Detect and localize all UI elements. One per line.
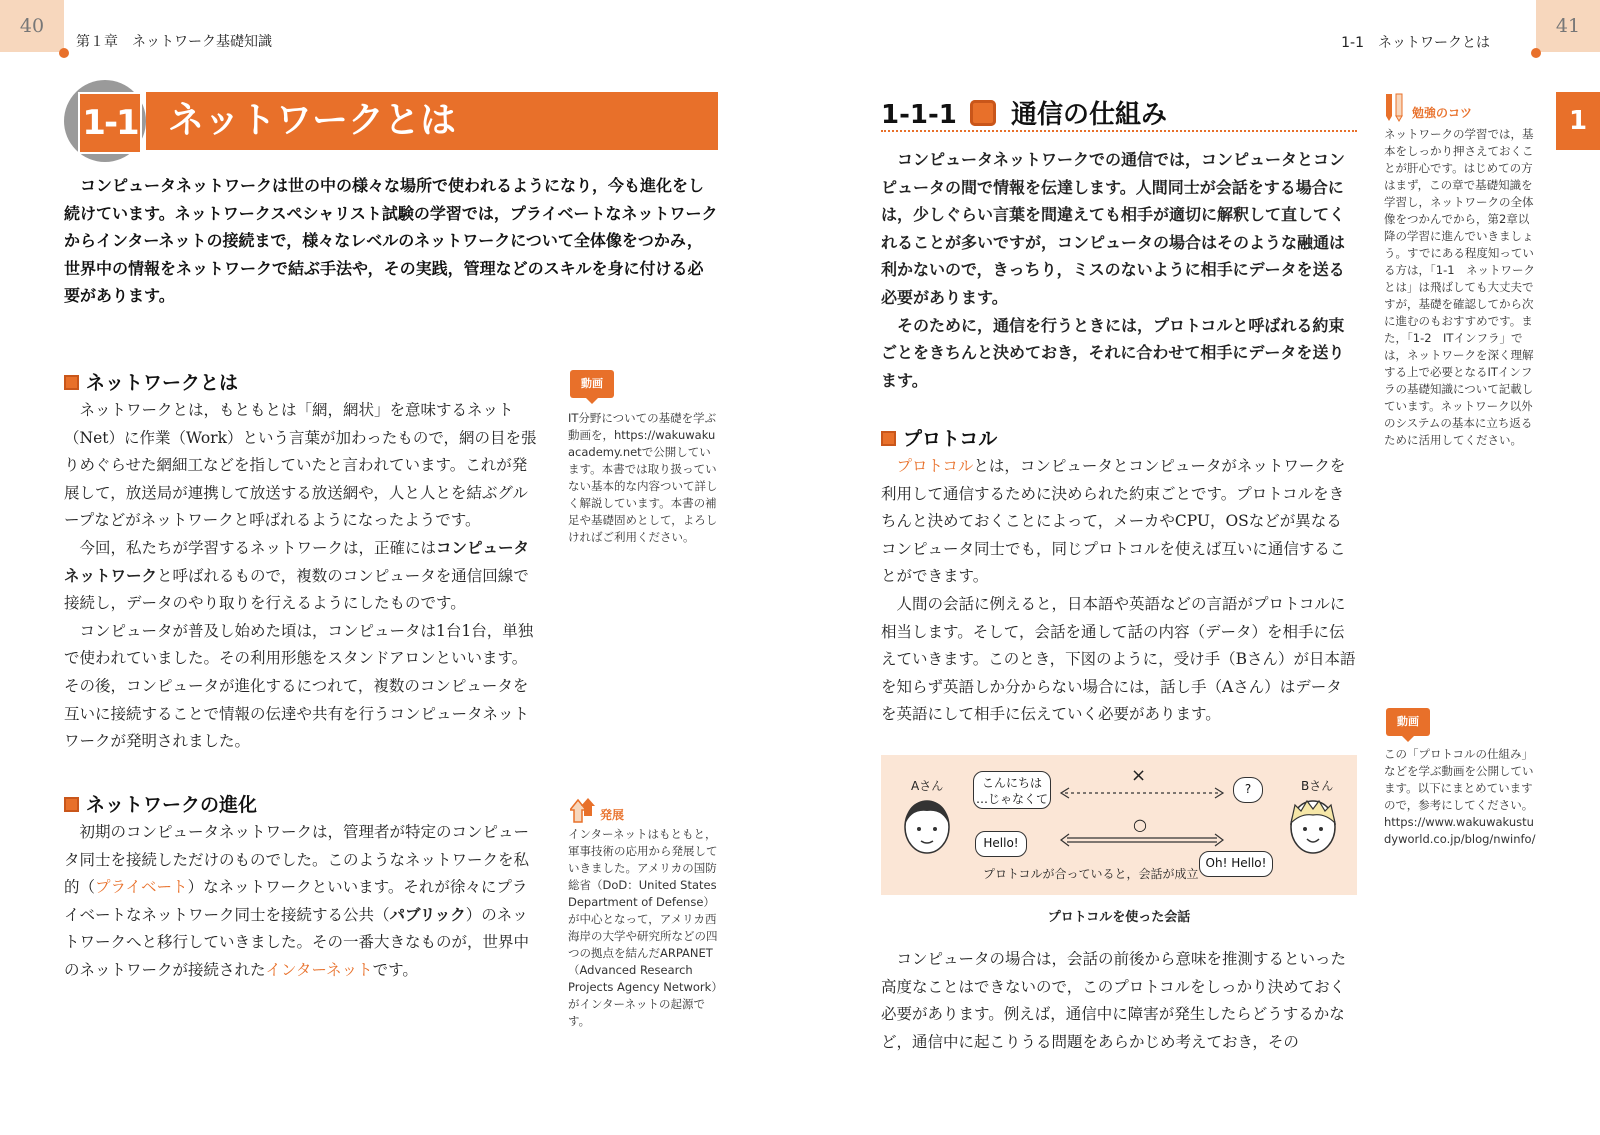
side-note-development: インターネットはもともと，軍事技術の応用から発展していきました。アメリカの国防総省（DoD：United States Department of Defense）が中心となって，アメリカ西海岸の大学や研究所などの四つの拠点を結んだARPANET（Advanced Research Projects Agency Network）がインターネットの起源です。: [568, 827, 718, 1028]
page-number-right: 41: [1536, 0, 1600, 52]
bubble-japanese: こんにちは …じゃなくて: [973, 771, 1051, 809]
side-note-study-tips: ネットワークの学習では，基本をしっかり押さえておくことが肝心です。はじめての方はまず，この章で基礎知識を学習し，ネットワークの全体像をつかんでから，第2章以降の学習に進んでいきましょう。すでにある程度知っている方は，「1-1 ネットワークとは」は飛ばしても大丈夫ですが，基礎を確認してから次に進むのもおすすめです。また，「1-2 ITインフラ」では，ネットワークを深く理解する上で必要となるITインフラの基礎知識について記載しています。ネットワーク以外のシステムの基本に立ち返るために活用してください。: [1384, 127, 1536, 447]
development-icon: [570, 796, 596, 824]
video-tag-pointer: [586, 398, 598, 404]
page-number-left: 40: [0, 0, 64, 52]
section-title: ネットワークとは: [168, 100, 457, 141]
side-note-video: IT分野についての基礎を学ぶ動画を，https://wakuwakuacademy.netで公開しています。本書では取り扱っていない基本的な内容ついて詳しく解説しています。本書の補足や基礎固めとして，よろしければご利用ください。: [568, 411, 718, 544]
failed-arrow: [1059, 785, 1225, 801]
fail-mark: ×: [1131, 765, 1147, 786]
person-a-label: Aさん: [911, 779, 944, 793]
running-head-right: 1-1 ネットワークとは: [1341, 35, 1490, 51]
running-head-left: 第１章 ネットワーク基礎知識: [76, 34, 272, 50]
success-arrow: [1059, 833, 1225, 847]
section-title-bar: [146, 92, 718, 150]
page-dot: [59, 48, 69, 58]
study-tips-heading: 勉強のコツ: [1412, 106, 1473, 120]
bubble-oh-hello: Oh! Hello!: [1199, 851, 1273, 877]
subheading-evolution: ネットワークの進化: [64, 790, 257, 817]
person-a-icon: [899, 795, 955, 857]
heading-1-1-1: [881, 94, 1167, 131]
square-bullet-icon: [881, 431, 896, 446]
person-b-icon: [1285, 795, 1341, 857]
bubble-hello: Hello!: [975, 831, 1027, 857]
body-network: ネットワークとは，もともとは「網，網状」を意味するネット（Net）に作業（Work）という言葉が加わったもので，網の目を張りめぐらせた網細工などを指していたと言われています。これが発展して，放送局が連携して放送する放送網や，人と人とを結ぶグループなどがネットワークと呼ばれるようになったようです。 今回，私たちが学習するネットワークは，正確にはコンピュータネットワークと呼ばれるもので，複数のコンピュータを通信回線で接続し，データのやり取りを行えるようにしたものです。 コンピュータが普及し始めた頃は，コンピュータは1台1台，単独で使われていました。その利用形態をスタンドアロンといいます。その後，コンピュータが進化するにつれて，複数のコンピュータを互いに接続することで情報の伝達や共有を行うコンピュータネットワークが発明されました。: [64, 401, 537, 751]
lead-paragraph: コンピュータネットワークは世の中の様々な場所で使われるようになり，今も進化をし続けています。ネットワークスペシャリスト試験の学習では，プライベートなネットワークからインターネットの接続まで，様々なレベルのネットワークについて全体像をつかみ，世界中の情報をネットワークで結ぶ手法や，その実践，管理などのスキルを身に付ける必要があります。: [64, 176, 718, 306]
person-b-label: Bさん: [1301, 779, 1334, 793]
figure-caption: プロトコルを使った会話: [1047, 910, 1191, 925]
heading-underline: [881, 130, 1357, 132]
section-badge: [78, 92, 142, 154]
heading-number: 1-1-1: [881, 100, 957, 130]
video-tag-pointer: [1402, 736, 1414, 742]
square-bullet-icon: [64, 375, 79, 390]
page-dot: [1531, 48, 1541, 58]
section-number: 1-1: [82, 103, 138, 143]
video-tag-right: 動画: [1386, 708, 1430, 736]
subheading-network: ネットワークとは: [64, 368, 238, 395]
protocol-figure: [881, 755, 1357, 895]
subheading-protocol: プロトコル: [881, 424, 997, 451]
figure-note: プロトコルが合っていると，会話が成立: [983, 867, 1199, 881]
chapter-tab: 1: [1556, 92, 1600, 150]
body-evolution: 初期のコンピュータネットワークは，管理者が特定のコンピュータ同士を接続しただけのものでした。このようなネットワークを私的（プライベート）なネットワークといいます。それが徐々にプライベートなネットワーク同士を接続する公共（パブリック）のネットワークへと移行していきました。その一番大きなものが，世界中のネットワークが接続されたインターネットです。: [64, 823, 530, 979]
body-protocol: プロトコルとは，コンピュータとコンピュータがネットワークを利用して通信するために決められた約束ごとです。プロトコルをきちんと決めておくことによって，メーカやCPU，OSなどが異なるコンピュータ同士でも，同じプロトコルを使えば互いに通信することができます。 人間の会話に例えると，日本語や英語などの言語がプロトコルに相当します。そして，会話を通して話の内容（データ）を相手に伝えていきます。このとき，下図のように，受け手（Bさん）が日本語を知らず英語しか分からない場合には，話し手（Aさん）はデータを英語にして相手に伝えていく必要があります。: [881, 457, 1356, 724]
heading-square-icon: [970, 100, 996, 126]
video-tag: 動画: [570, 370, 614, 398]
bubble-question: ?: [1233, 777, 1263, 803]
pencil-icon: [1384, 92, 1408, 122]
square-bullet-icon: [64, 797, 79, 812]
success-mark: ○: [1133, 815, 1147, 834]
development-heading: 発展: [600, 808, 625, 822]
body-communication: コンピュータネットワークでの通信では，コンピュータとコンピュータの間で情報を伝達します。人間同士が会話をする場合には，少しぐらい言葉を間違えても相手が適切に解釈して直してくれることが多いですが，コンピュータの場合はそのような融通は利かないので，きっちり，ミスのないように相手にデータを送る必要があります。 そのために，通信を行うときには，プロトコルと呼ばれる約束ごとをきちんと決めておき，それに合わせて相手にデータを送ります。: [881, 150, 1346, 390]
body-computer-case: コンピュータの場合は，会話の前後から意味を推測するといった高度なことはできないので，このプロトコルをしっかり決めておく必要があります。例えば，通信中に障害が発生したらどうするかなど，通信中に起こりうる問題をあらかじめ考えておき，その: [881, 950, 1347, 1051]
side-note-video-right: この「プロトコルの仕組み」などを学ぶ動画を公開しています。以下にまとめていますので，参考にしてください。https://www.wakuwakustudyworld.co.jp/blog/nwinfo/: [1384, 747, 1536, 846]
heading-title: 通信の仕組み: [1010, 100, 1167, 130]
